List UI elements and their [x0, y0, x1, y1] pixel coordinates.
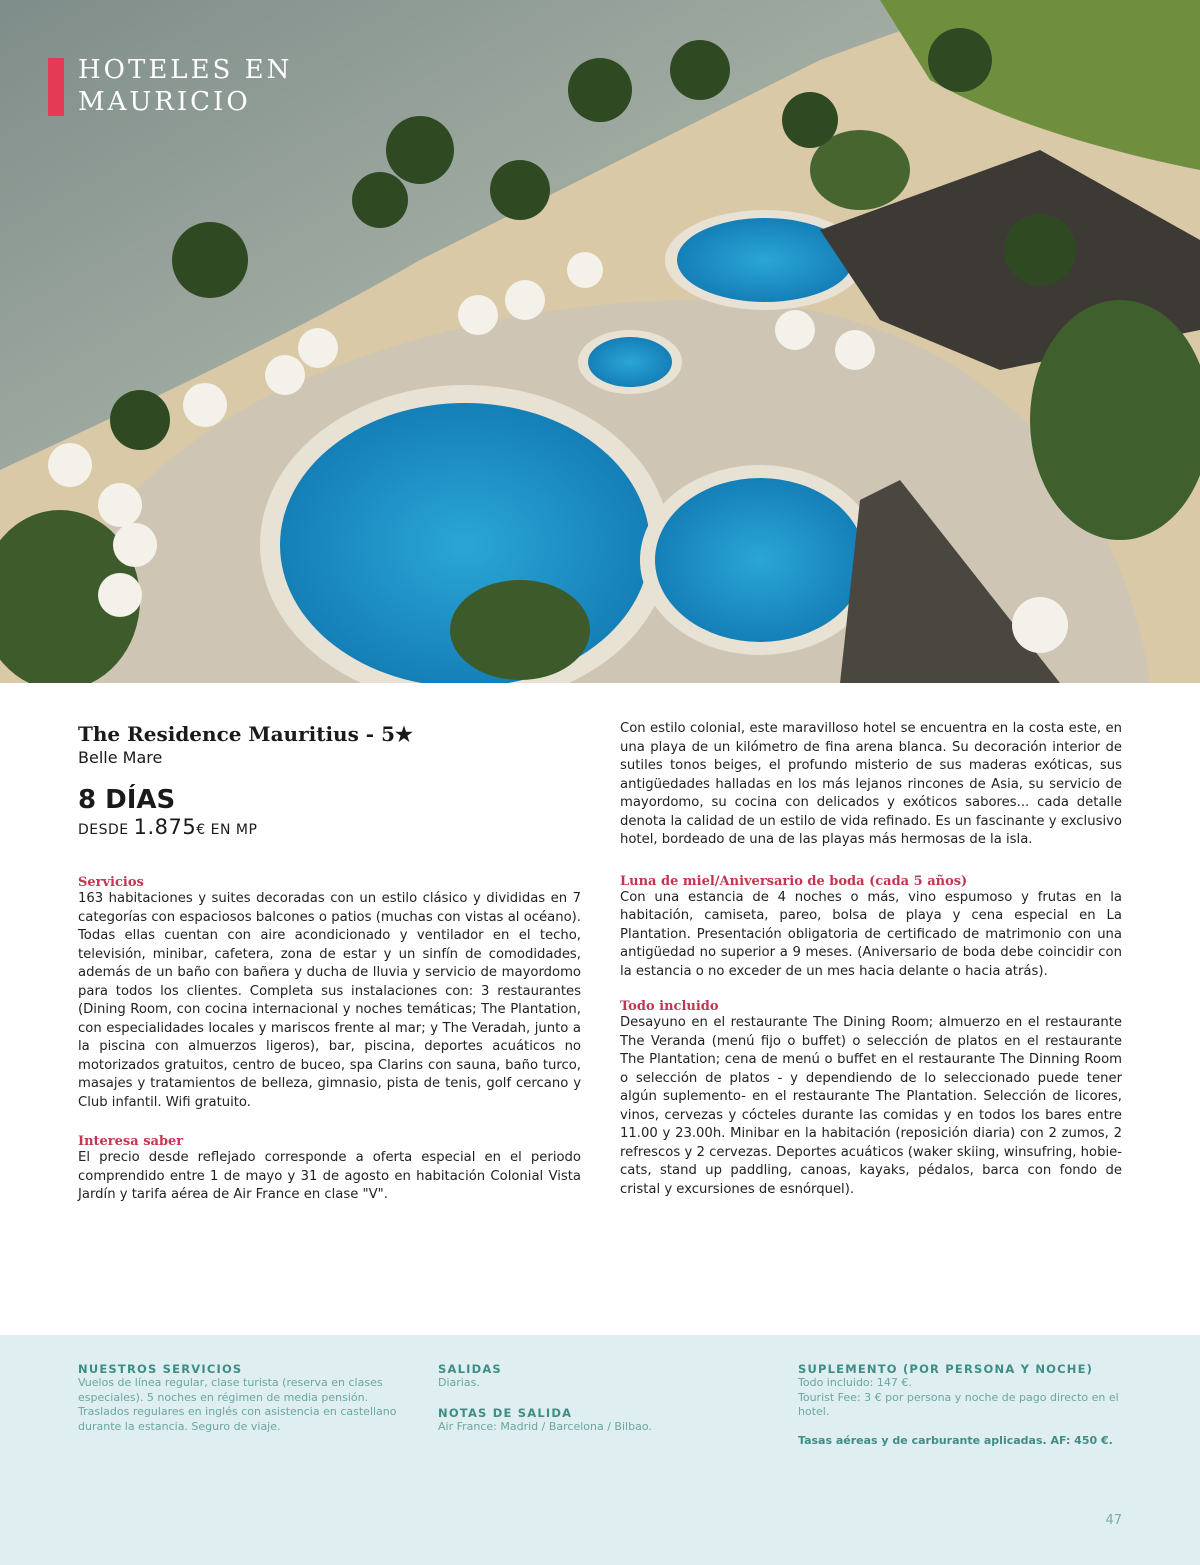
footer-suplemento-line1: Todo incluido: 147 €. [798, 1376, 912, 1389]
hero-photo [0, 0, 1200, 683]
footer-suplemento-heading: SUPLEMENTO (POR PERSONA Y NOCHE) [798, 1362, 1094, 1376]
footer-panel [0, 1335, 1200, 1565]
intro-text: Con estilo colonial, este maravilloso hotel se encuentra en la costa este, en una playa de un kilómetro de fina arena blanca. Su decoración interior de sutiles tonos beiges, el profundo misterio de sus maderas exóticas, sus antigüedades halladas en los más lejanos rincones de Asia, su servicio de mayordomo, su cocina con delicados y exóticos sabores... cada detalle denota la calidad de un estilo de vida refinado. Es un fascinante y exclusivo hotel, bordeado de una de las playas más hermosas de la isla. [620, 721, 1122, 847]
left-column [78, 718, 581, 1205]
footer-salidas-text: Diarias. [438, 1376, 480, 1389]
luna-text: Con una estancia de 4 noches o más, vino espumoso y frutas en la habitación, camiseta, pareo, bolsa de playa y cena especial en La Plantation. Presentación obligatoria de certificado de matrimonio con una antigüedad no superior a 9 meses. (Aniversario de boda debe coincidir con la estancia o no exceder de un mes hacia delante o hacia atrás). [620, 889, 1122, 979]
footer-servicios-heading: NUESTROS SERVICIOS [78, 1362, 243, 1376]
servicios-block [78, 875, 581, 1112]
footer-salidas [438, 1362, 738, 1434]
section-title: HOTELES EN MAURICIO [78, 55, 293, 117]
footer-notas-text: Air France: Madrid / Barcelona / Bilbao. [438, 1419, 652, 1433]
price-line [78, 815, 581, 839]
interesa-text: El precio desde reflejado corresponde a oferta especial en el periodo comprendido entre 1 de mayo y 31 de agosto en habitación Colonial Vista Jardín y tarifa aérea de Air France en clase "V". [78, 1150, 581, 1202]
price-amount: 1.875 [133, 815, 197, 839]
footer-servicios [78, 1362, 408, 1434]
servicios-heading: Servicios [78, 875, 144, 890]
hotel-location: Belle Mare [78, 748, 163, 767]
footer-tasas: Tasas aéreas y de carburante aplicadas. AF: 450 €. [798, 1433, 1113, 1447]
page-number: 47 [1105, 1513, 1122, 1528]
servicios-text: 163 habitaciones y suites decoradas con un estilo clásico y divididas en 7 categorías con espaciosos balcones o patios (muchas con vistas al océano). Todas ellas cuentan con aire acondicionado y ventilador en el techo, televisión, minibar, cafetera, zona de estar y un sinfín de comodidades, además de un baño con bañera y ducha de lluvia y servicio de mayordomo para todos los clientes. Completa sus instalaciones con: 3 restaurantes (Dining Room, con cocina internacional y noches temáticas; The Plantation, con especialidades locales y mariscos frente al mar; y The Veradah, junto a la piscina con almuerzos ligeros), bar, piscina, deportes acuáticos no motorizados gratuitos, centro de buceo, spa Clarins con sauna, baño turco, masajes y tratamientos de belleza, gimnasio, pista de tenis, golf cercano y Club infantil. Wifi gratuito. [78, 891, 581, 1110]
todo-heading: Todo incluido [620, 999, 719, 1014]
price-suffix: EN MP [210, 822, 258, 838]
hotel-name: The Residence Mauritius - 5★ [78, 722, 413, 746]
price-prefix: DESDE [78, 822, 129, 838]
luna-heading: Luna de miel/Aniversario de boda (cada 5 años) [620, 873, 968, 889]
todo-block [620, 999, 1122, 1199]
footer-notas-heading: NOTAS DE SALIDA [438, 1405, 573, 1420]
accent-bar [48, 58, 64, 116]
footer-suplemento [798, 1362, 1123, 1458]
interesa-heading: Interesa saber [78, 1134, 184, 1149]
luna-block [620, 874, 1122, 982]
trip-duration: 8 DÍAS [78, 785, 176, 815]
price-currency: € [196, 822, 206, 838]
todo-text: Desayuno en el restaurante The Dining Room; almuerzo en el restaurante The Veranda (menú fijo o buffet) o selección de platos en el restaurante The Plantation; cena de menú o buffet en el restaurante The Dinning Room o selección de platos - y dependiendo de lo seleccionado puede tener algún suplemento- en el restaurante The Plantation. Selección de licores, vinos, cervezas y cócteles durante las comidas y en todos los bares entre 11.00 y 23.00h. Minibar en la habitación (reposición diaria) con 2 zumos, 2 refrescos y 2 cervezas. Deportes acuáticos (waker skiing, winsufring, hobie-cats, stand up paddling, canoas, kayaks, pédalos, barca con fondo de cristal y excursiones de esnórquel). [620, 1015, 1122, 1197]
right-column [620, 720, 1122, 1199]
section-tag [48, 55, 293, 118]
interesa-block [78, 1134, 581, 1205]
footer-suplemento-line2: Tourist Fee: 3 € por persona y noche de pago directo en el hotel. [798, 1390, 1119, 1418]
footer-salidas-heading: SALIDAS [438, 1362, 502, 1376]
footer-servicios-text: Vuelos de línea regular, clase turista (reserva en clases especiales). 5 noches en régimen de media pensión. Traslados regulares en inglés con asistencia en castellano durante la estancia. Seguro de viaje. [78, 1376, 397, 1433]
